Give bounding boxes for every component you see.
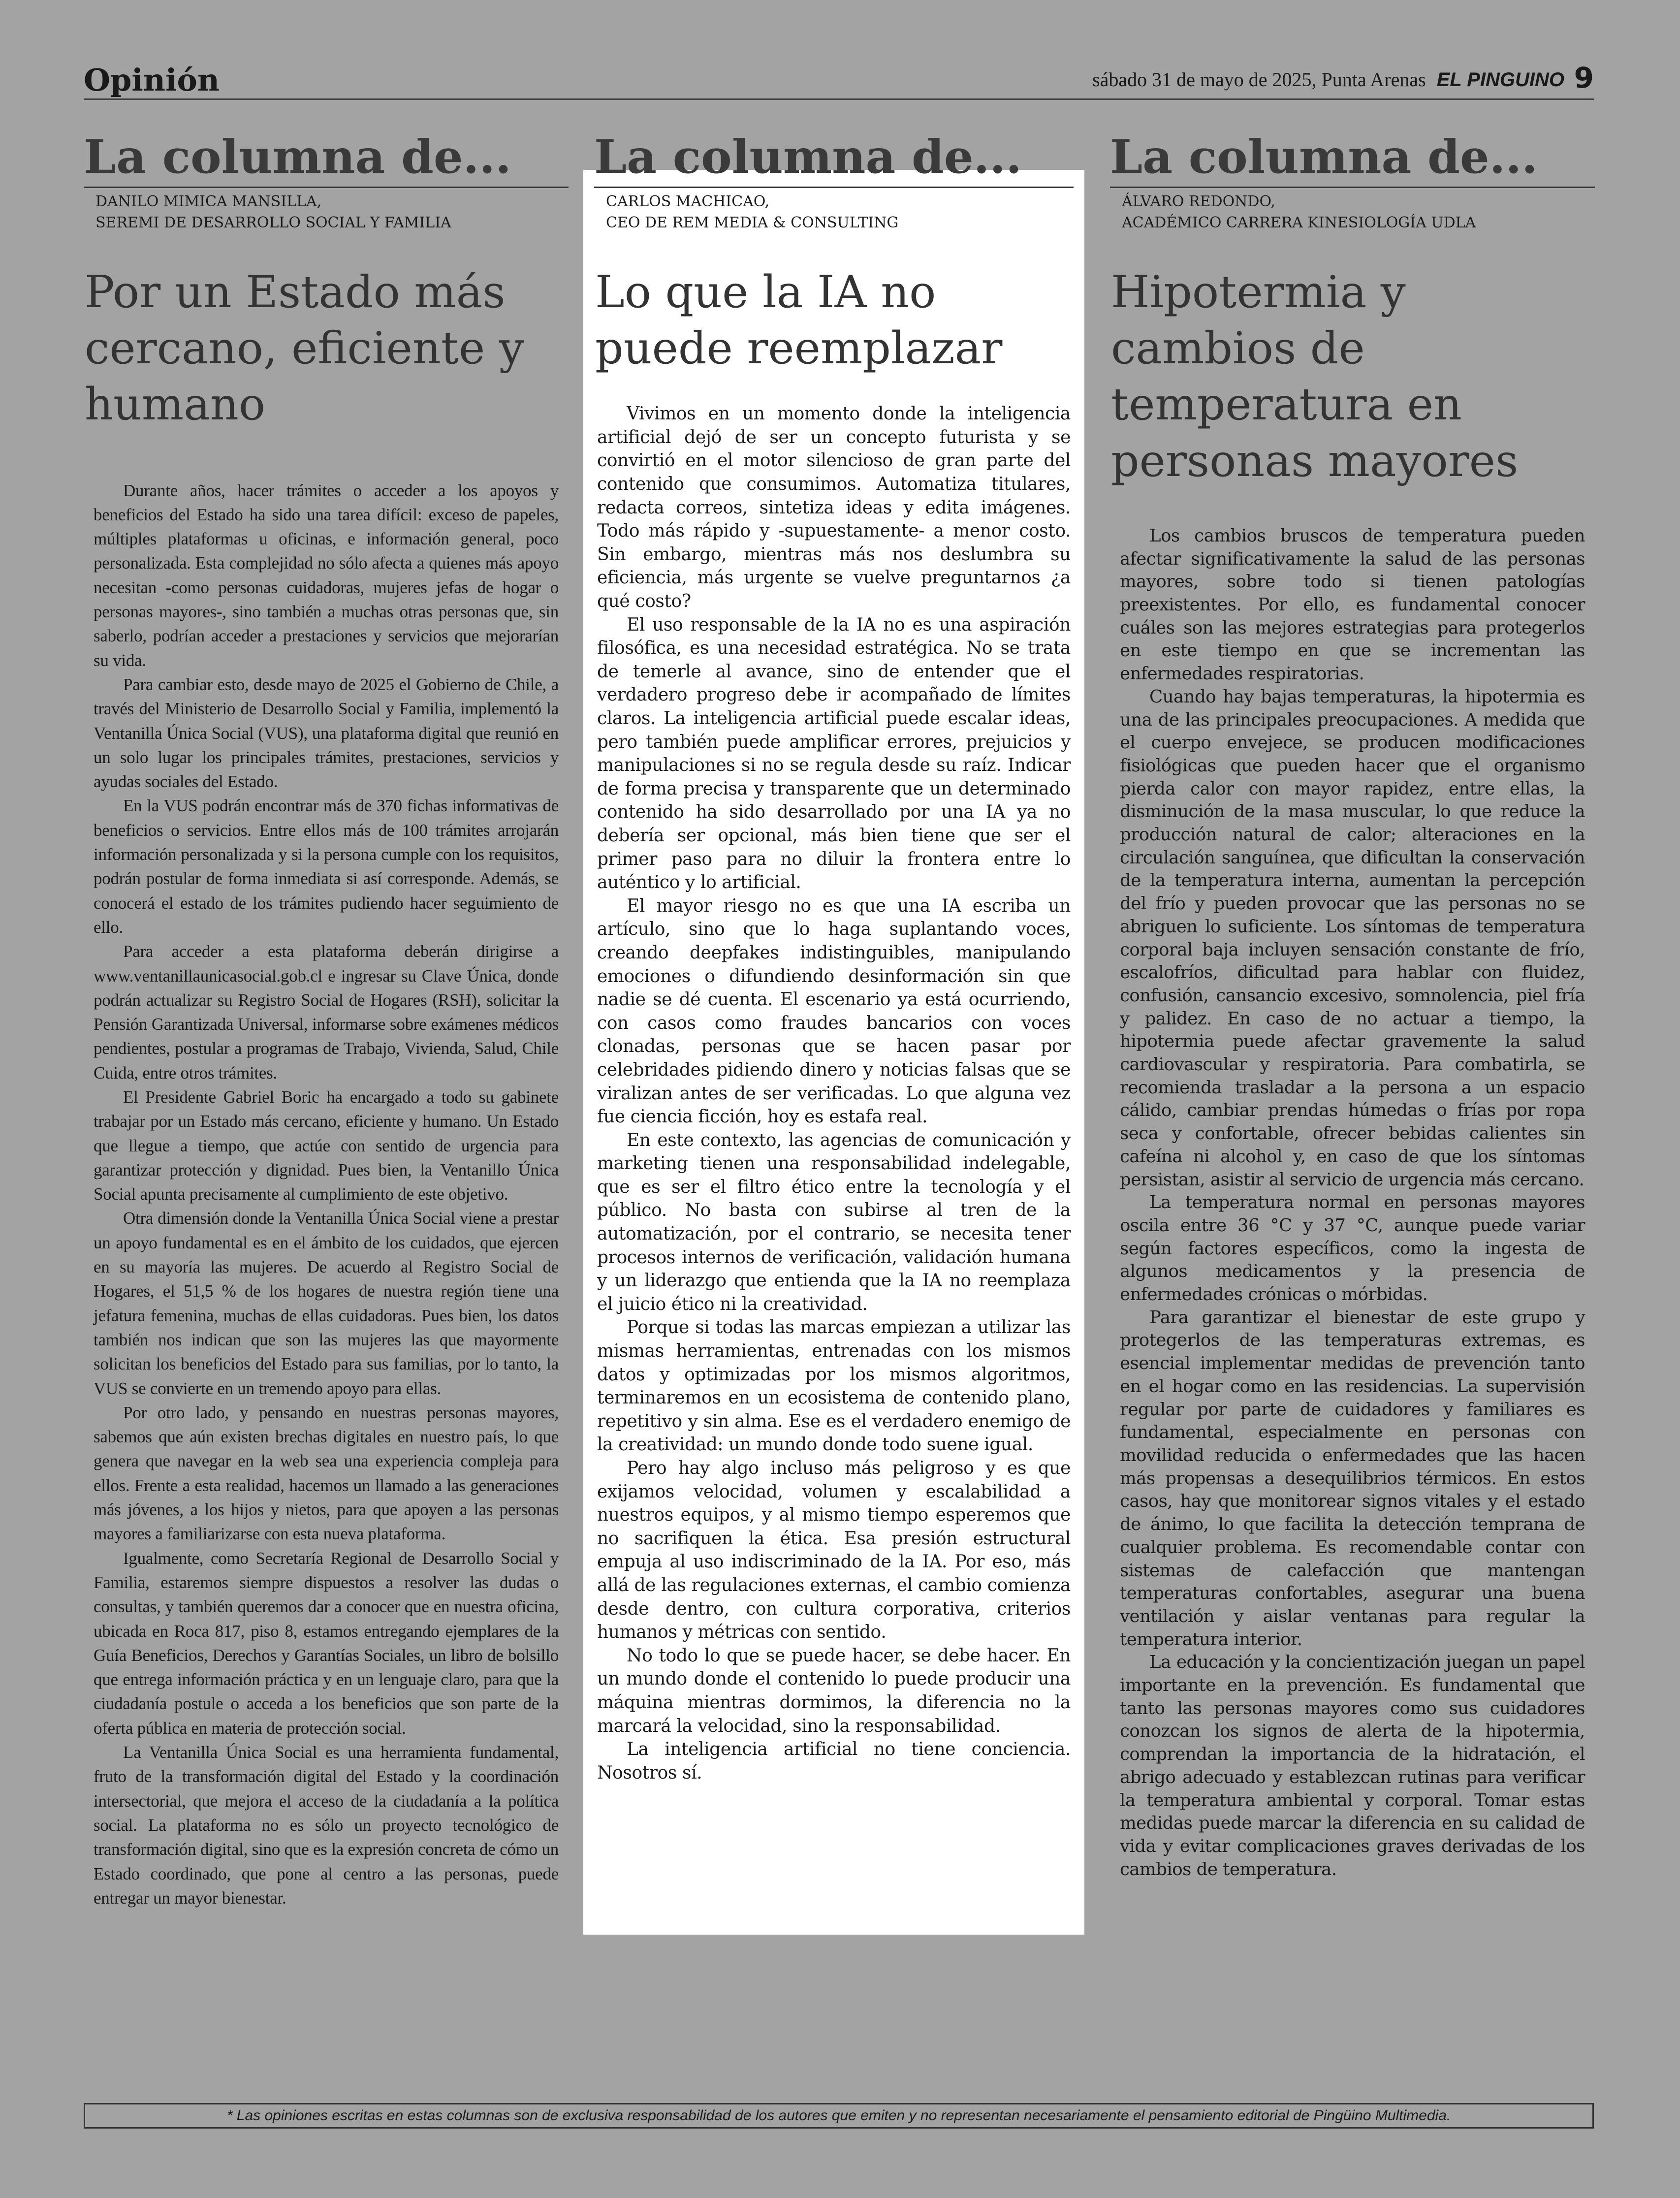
column-body	[1110, 525, 1595, 1881]
column-author	[606, 191, 1074, 234]
opinion-column-3	[1110, 130, 1595, 1881]
author-role: CEO DE REM MEDIA & CONSULTING	[606, 214, 899, 232]
section-name: Opinión	[84, 62, 220, 98]
column-title: Lo que la IA no puede reemplazar	[595, 266, 1003, 374]
paragraph: Pero hay algo incluso más peligroso y es que exijamos velocidad, volumen y escalabilidad a nuestros equipos, y al mismo tiempo esperemos que no sacrifiquen la ética. Esa presión estructural empuja al uso indiscriminado de la IA. Por eso, más allá de las regulaciones externas, el cambio comienza desde dentro, con cultura corporativa, criterios humanos y métricas con sentido.	[597, 1458, 1071, 1643]
paragraph: Los cambios bruscos de temperatura pueden afectar significativamente la salud de las personas mayores, sobre todo si tienen patologías preexistentes. Por ello, es fundamental conocer cuáles son las mejores estrategias para protegerlos en este tiempo en que se incrementan las enfermedades respiratorias.	[1120, 525, 1585, 684]
paragraph: Por otro lado, y pensando en nuestras personas mayores, sabemos que aún existen brechas digitales en nuestro país, lo que genera que navegar en la web sea una experiencia compleja para ellos. Frente a esta realidad, hacemos un llamado a las generaciones más jóvenes, a los hijos y nietos, para que apoyen a las personas mayores a familiarizarse con esta nueva plataforma.	[94, 1402, 559, 1544]
column-body	[594, 402, 1074, 1784]
paragraph: En la VUS podrán encontrar más de 370 fichas informativas de beneficios o servicios. Entre ellos más de 100 trámites arrojarán información personalizada y si la persona cumple con los requisitos, podrán postular de forma inmediata si así corresponde. Además, se conocerá el estado de los trámites pudiendo hacer seguimiento de ello.	[94, 796, 559, 937]
dateline	[1092, 68, 1564, 91]
column-author	[95, 191, 569, 234]
paragraph: Para cambiar esto, desde mayo de 2025 el Gobierno de Chile, a través del Ministerio de Desarrollo Social y Familia, implementó la Ventanilla Única Social (VUS), una plataforma digital que reunió en un solo lugar los principales trámites, prestaciones, servicios y ayudas sociales del Estado.	[94, 674, 559, 792]
paragraph: Para acceder a esta plataforma deberán dirigirse a www.ventanillaunicasocial.gob.cl e ingresar su Clave Única, donde podrán actualizar su Registro Social de Hogares (RSH), solicitar la Pensión Garantizada Universal, informarse sobre exámenes médicos pendientes, postular a programas de Trabajo, Vivienda, Salud, Chile Cuida, entre otros trámites.	[94, 942, 559, 1083]
paragraph: Porque si todas las marcas empiezan a utilizar las mismas herramientas, entrenadas con los mismos datos y optimizadas por los mismos algoritmos, terminaremos en un ecosistema de contenido plano, repetitivo y sin alma. Ese es el verdadero enemigo de la creatividad: un mundo donde todo suene igual.	[597, 1317, 1071, 1455]
author-name: CARLOS MACHICAO,	[606, 192, 770, 210]
paragraph: El uso responsable de la IA no es una aspiración filosófica, es una necesidad estratégica. No se trata de temerle al avance, sino de entender que el verdadero progreso debe ir acompañado de límites claros. La inteligencia artificial puede escalar ideas, pero también puede amplificar errores, prejuicios y manipulaciones si no se regula desde su raíz. Indicar de forma precisa y transparente que un determinado contenido ha sido desarrollado por una IA ya no debería ser opcional, más bien tiene que ser el primer paso para no diluir la frontera entre lo auténtico y lo artificial.	[597, 614, 1071, 893]
author-name: DANILO MIMICA MANSILLA,	[95, 192, 322, 210]
column-kicker: La columna de...	[594, 133, 1074, 188]
newspaper-logo: EL PINGUINO	[1436, 69, 1564, 91]
paragraph: Igualmente, como Secretaría Regional de Desarrollo Social y Familia, estaremos siempre dispuestos a resolver las dudas o consultas, y también queremos dar a conocer que en nuestra oficina, ubicada en Roca 817, piso 8, estamos entregando ejemplares de la Guía Beneficios, Derechos y Garantías Sociales, un libro de bolsillo que entrega información práctica y en un lenguaje claro, para que la ciudadanía postule o acceda a los beneficios que son parte de la oferta pública en materia de protección social.	[94, 1548, 559, 1738]
column-kicker: La columna de...	[84, 133, 569, 188]
paragraph: La temperatura normal en personas mayores oscila entre 36 °C y 37 °C, aunque puede variar según factores específicos, como la ingesta de algunos medicamentos y la presencia de enfermedades crónicas o mórbidas.	[1120, 1192, 1585, 1305]
paragraph: Otra dimensión donde la Ventanilla Única Social viene a prestar un apoyo fundamental es en el ámbito de los cuidados, que ejercen en su mayoría las mujeres. De acuerdo al Registro Social de Hogares, el 51,5 % de los hogares de nuestra región tiene una jefatura femenina, muchas de ellas cuidadoras. Pues bien, los datos también nos indican que son las mujeres las que mayormente solicitan los beneficios del Estado para sus familias, por lo tanto, la VUS se convierte en un tremendo apoyo para ellas.	[94, 1209, 559, 1398]
column-body	[84, 478, 569, 1911]
paragraph: Vivimos en un momento donde la inteligencia artificial dejó de ser un concepto futurista y se convirtió en el motor silencioso de gran parte del contenido que consumimos. Automatiza titulares, redacta correos, sintetiza ideas y edita imágenes. Todo más rápido y -supuestamente- a menor costo. Sin embargo, mientras más nos deslumbra su eficiencia, más urgente se vuelve preguntarnos ¿a qué costo?	[597, 404, 1071, 612]
disclaimer: * Las opiniones escritas en estas columnas son de exclusiva responsabilidad de los autores que emiten y no representan necesariamente el pensamiento editorial de Pingüino Multimedia.	[84, 2103, 1594, 2129]
paragraph: Cuando hay bajas temperaturas, la hipotermia es una de las principales preocupaciones. A medida que el cuerpo envejece, se producen modificaciones fisiológicas que pueden hacer que el organismo pierda calor con mayor rapidez, entre ellas, la disminución de la masa muscular, lo que reduce la producción natural de calor; alteraciones en la circulación sanguínea, que dificultan la conservación de la temperatura interna, aumentan la percepción del frío y pueden provocar que las personas no se abriguen lo suficiente. Los síntomas de temperatura corporal baja incluyen sensación constante de frío, escalofríos, dificultad para hablar con fluidez, confusión, cansancio excesivo, somnolencia, piel fría y palidez. En caso de no actuar a tiempo, la hipotermia puede afectar gravemente la salud cardiovascular y respiratoria. Para combatirla, se recomienda trasladar a la persona a un espacio cálido, cambiar prendas húmedas o frías por ropa seca y confortable, ofrecer bebidas calientes sin cafeína ni alcohol y, en caso de que los síntomas persistan, asistir al servicio de urgencia más cercano.	[1120, 686, 1585, 1190]
paragraph: Para garantizar el bienestar de este grupo y protegerlos de las temperaturas extremas, es esencial implementar medidas de prevención tanto en el hogar como en las residencias. La supervisión regular por parte de cuidadores y familiares es fundamental, especialmente en personas con movilidad reducida o enfermedades que las hacen más propensas a desequilibrios térmicos. En estos casos, hay que monitorear signos vitales y el estado de ánimo, lo que facilita la detección temprana de cualquier problema. Es recomendable contar con sistemas de calefacción que mantengan temperaturas confortables, asegurar una buena ventilación y aislar ventanas para regular la temperatura interior.	[1120, 1307, 1585, 1650]
column-title: Por un Estado más cercano, eficiente y humano	[85, 266, 524, 431]
author-role: ACADÉMICO CARRERA KINESIOLOGÍA UDLA	[1122, 214, 1476, 232]
paragraph: El mayor riesgo no es que una IA escriba un artículo, sino que lo haga suplantando voces, creando deepfakes indistinguibles, manipulando emociones o difundiendo desinformación sin que nadie se dé cuenta. El escenario ya está ocurriendo, con casos como fraudes bancarios con voces clonadas, personas que se hacen pasar por celebridades pidiendo dinero y noticias falsas que se viralizan antes de ser verificadas. Lo que alguna vez fue ciencia ficción, hoy es estafa real.	[597, 895, 1071, 1127]
date-text: sábado 31 de mayo de 2025, Punta Arenas	[1092, 68, 1426, 91]
column-author	[1122, 191, 1595, 234]
author-name: ÁLVARO REDONDO,	[1122, 192, 1275, 210]
paragraph: Durante años, hacer trámites o acceder a los apoyos y beneficios del Estado ha sido una tarea difícil: exceso de papeles, múltiples plataformas u oficinas, e información general, poco personalizada. Esta complejidad no sólo afecta a quienes más apoyo necesitan -como personas cuidadoras, mujeres jefas de hogar o personas mayores-, sino también a muchas otras personas que, sin saberlo, podrían acceder a prestaciones y servicios que mejorarían su vida.	[94, 480, 559, 670]
page-header	[84, 59, 1594, 100]
author-role: SEREMI DE DESARROLLO SOCIAL Y FAMILIA	[95, 214, 451, 232]
column-kicker: La columna de...	[1110, 133, 1595, 188]
paragraph: No todo lo que se puede hacer, se debe hacer. En un mundo donde el contenido lo puede producir una máquina mientras dormimos, la diferencia no la marcará la velocidad, sino la responsabilidad.	[597, 1645, 1071, 1736]
opinion-column-1	[84, 130, 569, 1910]
paragraph: La educación y la concientización juegan un papel importante en la prevención. Es fundamental que tanto las personas mayores como sus cuidadores conozcan los signos de alerta de la hipotermia, comprendan la importancia de la hidratación, el abrigo adecuado y establezcan rutinas para verificar la temperatura ambiental y corporal. Tomar estas medidas puede marcar la diferencia en su calidad de vida y evitar complicaciones graves derivadas de los cambios de temperatura.	[1120, 1652, 1585, 1879]
column-title: Hipotermia y cambios de temperatura en personas mayores	[1111, 266, 1519, 487]
paragraph: En este contexto, las agencias de comunicación y marketing tienen una responsabilidad indelegable, que es ser el filtro ético entre la tecnología y el público. No basta con subirse al tren de la automatización, por el contrario, se necesita tener procesos internos de verificación, validación humana y un liderazgo que entienda que la IA no reemplaza el juicio ético ni la creatividad.	[597, 1130, 1071, 1314]
opinion-column-2	[583, 130, 1084, 1935]
paragraph: El Presidente Gabriel Boric ha encargado a todo su gabinete trabajar por un Estado más cercano, eficiente y humano. Un Estado que llegue a tiempo, que actúe con sentido de urgencia para garantizar protección y dignidad. Pues bien, la Ventanillo Única Social apunta precisamente al cumplimiento de este objetivo.	[94, 1087, 559, 1204]
paragraph: La Ventanilla Única Social es una herramienta fundamental, fruto de la transformación digital del Estado y la coordinación intersectorial, que mejora el acceso de la ciudadanía a la política social. La plataforma no es sólo un proyecto tecnológico de transformación digital, sino que es la expresión concreta de cómo un Estado coordinado, que pone al centro a las personas, puede entregar un mayor bienestar.	[94, 1743, 559, 1908]
page-number: 9	[1574, 61, 1594, 95]
paragraph: La inteligencia artificial no tiene conciencia. Nosotros sí.	[597, 1739, 1071, 1783]
